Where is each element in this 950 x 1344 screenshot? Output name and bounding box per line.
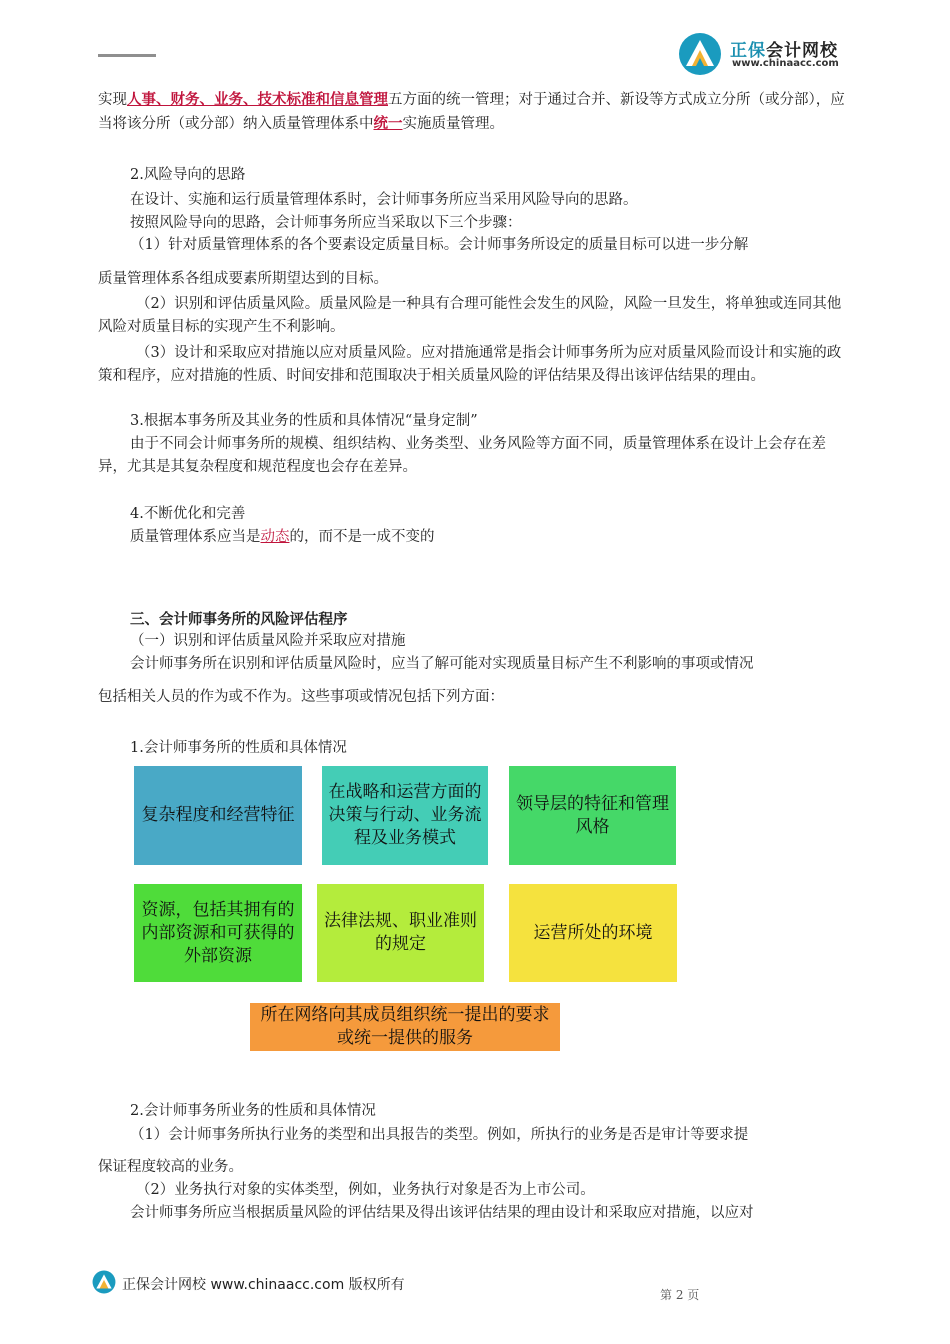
- factor-box: 在战略和运营方面的决策与行动、业务流程及业务模式: [322, 766, 488, 865]
- text-line: 质量管理体系各组成要素所期望达到的目标。: [98, 271, 388, 287]
- text-line: 在设计、实施和运行质量管理体系时，会计师事务所应当采用风险导向的思路。: [130, 192, 638, 208]
- brand-logo: [678, 30, 878, 76]
- text-line: 包括相关人员的作为或不作为。这些事项或情况包括下列方面：: [98, 689, 504, 705]
- list-item: （2）业务执行对象的实体类型，例如，业务执行对象是否为上市公司。: [136, 1182, 595, 1198]
- footer: [92, 1270, 432, 1296]
- clipped-text-line: （1）会计师事务所执行业务的类型和出具报告的类型。例如，所执行的业务是否是审计等要求提: [130, 1127, 749, 1143]
- section-title: 2.风险导向的思路: [130, 167, 246, 183]
- logo-title: 正保会计网校: [730, 41, 838, 61]
- section-title: 2.会计师事务所业务的性质和具体情况: [130, 1103, 376, 1119]
- footer-copyright: 正保会计网校 www.chinaacc.com 版权所有: [122, 1277, 405, 1293]
- clipped-text-line: 质量管理体系应当是动态的，而不是一成不变的: [130, 529, 435, 545]
- logo-url: www.chinaacc.com: [732, 58, 839, 69]
- page-number: 第 2 页: [660, 1288, 700, 1302]
- text-line: 保证程度较高的业务。: [98, 1159, 243, 1175]
- highlight-five-aspects: 人事、财务、业务、技术标准和信息管理: [127, 91, 388, 108]
- text-line: 按照风险导向的思路，会计师事务所应当采取以下三个步骤：: [130, 215, 522, 231]
- clipped-text-line: （1）针对质量管理体系的各个要素设定质量目标。会计师事务所设定的质量目标可以进一步分解: [130, 237, 749, 253]
- text-paragraph: 由于不同会计师事务所的规模、组织结构、业务类型、业务风险等方面不同，质量管理体系在设计上会存在差异，尤其是其复杂程度和规范程度也会存在差异。: [98, 436, 826, 475]
- logo-icon: [678, 32, 722, 76]
- factor-box: 领导层的特征和管理风格: [509, 766, 676, 865]
- clipped-text-line: 会计师事务所在识别和评估质量风险时，应当了解可能对实现质量目标产生不利影响的事项或情况: [130, 656, 754, 672]
- subsection-title: （一）识别和评估质量风险并采取应对措施: [130, 633, 406, 649]
- factor-box: 所在网络向其成员组织统一提出的要求或统一提供的服务: [250, 1003, 560, 1051]
- logo-icon: [92, 1270, 116, 1294]
- list-item: （2）识别和评估质量风险。质量风险是一种具有合理可能性会发生的风险，风险一旦发生，将单独或连同其他风险对质量目标的实现产生不利影响。: [98, 296, 842, 335]
- section-title: 4.不断优化和完善: [130, 506, 246, 522]
- clipped-text-line: 1.会计师事务所的性质和具体情况: [130, 740, 347, 756]
- factor-box: 运营所处的环境: [509, 884, 677, 982]
- section-title: 3.根据本事务所及其业务的性质和具体情况“量身定制”: [130, 413, 478, 429]
- clipped-text-line: 会计师事务所应当根据质量风险的评估结果及得出该评估结果的理由设计和采取应对措施，以应对: [130, 1205, 754, 1221]
- clipped-header-text: [98, 52, 158, 58]
- chapter-heading: 三、会计师事务所的风险评估程序: [130, 612, 348, 628]
- factor-box: 法律法规、职业准则的规定: [317, 884, 484, 982]
- highlight-unified: 统一: [373, 115, 403, 132]
- factor-box: 资源，包括其拥有的内部资源和可获得的外部资源: [134, 884, 302, 982]
- list-item: （3）设计和采取应对措施以应对质量风险。应对措施通常是指会计师事务所为应对质量风险而设计和实施的政策和程序，应对措施的性质、时间安排和范围取决于相关质量风险的评估结果及得出该评估结果的理由。: [98, 345, 842, 384]
- factor-box: 复杂程度和经营特征: [134, 766, 302, 865]
- intro-paragraph: 实现人事、财务、业务、技术标准和信息管理五方面的统一管理；对于通过合并、新设等方式成立分所（或分部），应当将该分所（或分部）纳入质量管理体系中统一实施质量管理。: [98, 91, 845, 132]
